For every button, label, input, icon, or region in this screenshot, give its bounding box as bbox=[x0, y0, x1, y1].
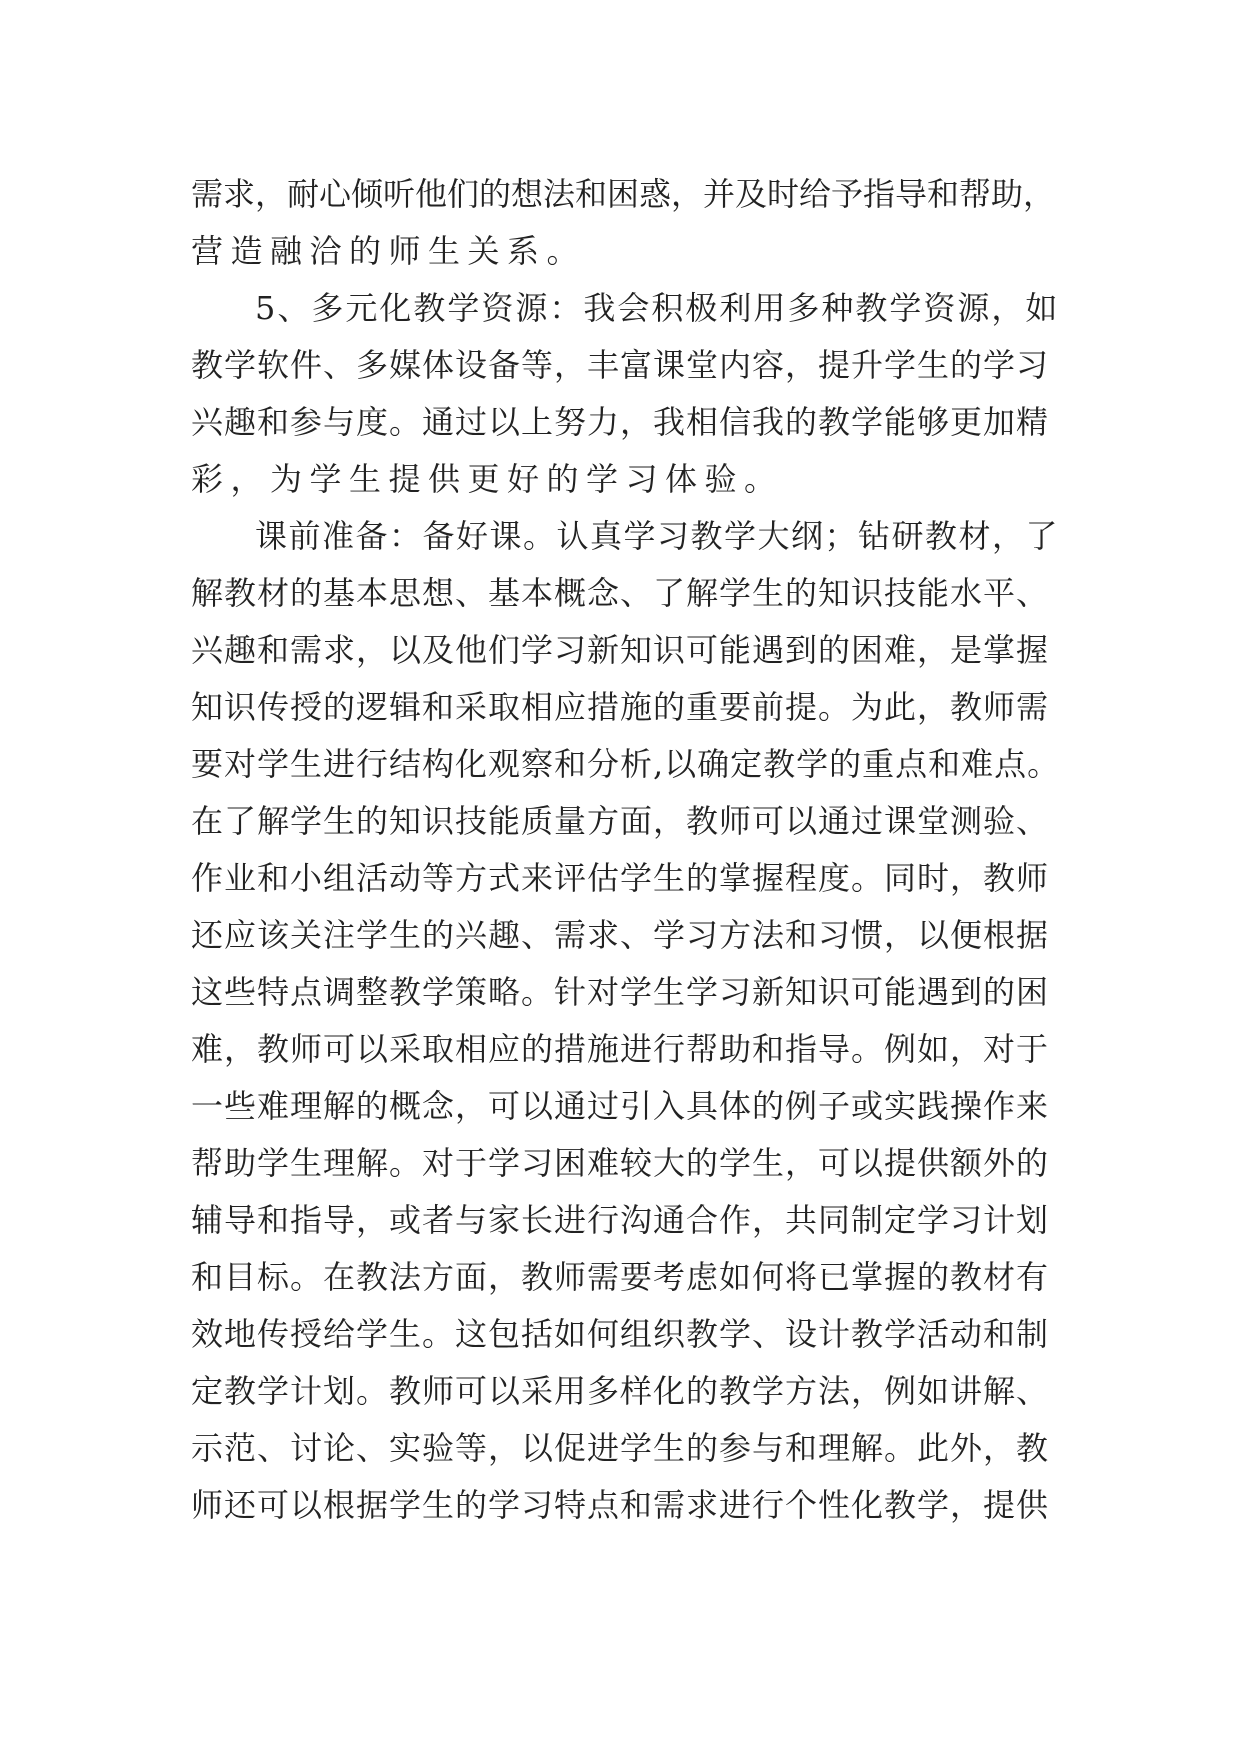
text-line: 5、多元化教学资源：我会积极利用多种教学资源，如 bbox=[255, 289, 1060, 327]
text-line: 一些难理解的概念，可以通过引入具体的例子或实践操作来 bbox=[191, 1087, 1050, 1125]
document-body bbox=[191, 166, 1061, 1534]
text-line: 辅导和指导，或者与家长进行沟通合作，共同制定学习计划 bbox=[191, 1201, 1050, 1239]
text-line: 和目标。在教法方面，教师需要考虑如何将已掌握的教材有 bbox=[191, 1258, 1050, 1296]
text-line: 师还可以根据学生的学习特点和需求进行个性化教学，提供 bbox=[191, 1486, 1050, 1524]
text-line: 在了解学生的知识技能质量方面，教师可以通过课堂测验、 bbox=[191, 802, 1050, 840]
text-line: 兴趣和参与度。通过以上努力，我相信我的教学能够更加精 bbox=[191, 403, 1050, 441]
text-line: 需求，耐心倾听他们的想法和困惑，并及时给予指导和帮助， bbox=[191, 175, 1056, 213]
text-line: 作业和小组活动等方式来评估学生的掌握程度。同时，教师 bbox=[191, 859, 1050, 897]
text-line: 帮助学生理解。对于学习困难较大的学生，可以提供额外的 bbox=[191, 1144, 1050, 1182]
text-line: 效地传授给学生。这包括如何组织教学、设计教学活动和制 bbox=[191, 1315, 1050, 1353]
text-line: 教学软件、多媒体设备等，丰富课堂内容，提升学生的学习 bbox=[191, 346, 1050, 384]
text-line: 还应该关注学生的兴趣、需求、学习方法和习惯，以便根据 bbox=[191, 916, 1050, 954]
text-line: 兴趣和需求，以及他们学习新知识可能遇到的困难，是掌握 bbox=[191, 631, 1050, 669]
text-line: 课前准备：备好课。认真学习教学大纲；钻研教材，了 bbox=[255, 517, 1060, 555]
text-line: 难，教师可以采取相应的措施进行帮助和指导。例如，对于 bbox=[191, 1030, 1050, 1068]
text-line: 解教材的基本思想、基本概念、了解学生的知识技能水平、 bbox=[191, 574, 1050, 612]
text-line: 示范、讨论、实验等，以促进学生的参与和理解。此外，教 bbox=[191, 1429, 1050, 1467]
text-line: 要对学生进行结构化观察和分析,以确定教学的重点和难点。 bbox=[191, 745, 1061, 783]
text-line: 营造融洽的师生关系。 bbox=[191, 232, 587, 270]
text-line: 这些特点调整教学策略。针对学生学习新知识可能遇到的困 bbox=[191, 973, 1050, 1011]
text-line: 知识传授的逻辑和采取相应措施的重要前提。为此，教师需 bbox=[191, 688, 1050, 726]
text-line: 彩，为学生提供更好的学习体验。 bbox=[191, 460, 784, 498]
text-line: 定教学计划。教师可以采用多样化的教学方法，例如讲解、 bbox=[191, 1372, 1050, 1410]
